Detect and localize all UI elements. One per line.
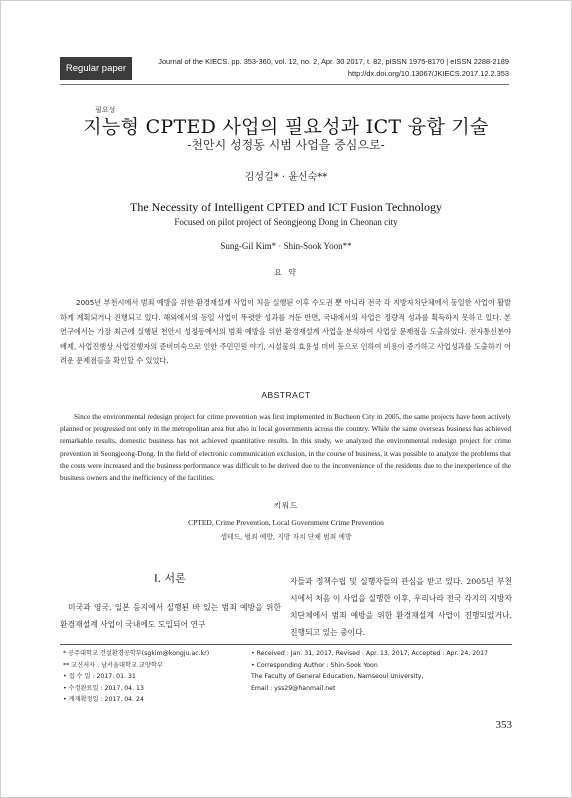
journal-citation: Journal of the KIECS. pp. 353-360, vol. 12, no. 2, Apr. 30 2017, t. 82, pISSN 1975-8170 | eISSN 2288-2189 (158, 57, 509, 66)
journal-info (139, 56, 509, 80)
keywords-english: CPTED, Crime Prevention, Local Government Crime Prevention (188, 518, 384, 527)
footnote-received: • 접 수 일 : 2017. 01. 31 (63, 673, 136, 681)
english-abstract (60, 411, 511, 484)
footnote-faculty-en: The Faculty of General Education, Namseoul University, (251, 673, 424, 681)
footnote-corresponding: ** 교신저자 : 남서울대학교 교양학부 (63, 661, 163, 669)
english-subtitle: Focused on pilot project of Seongjeong Dong in Cheonan city (174, 217, 398, 227)
footnote-email[interactable]: Email : yss29@hanmail.net (251, 684, 336, 692)
english-abstract-heading: ABSTRACT (261, 390, 311, 400)
korean-abstract-text: 2005년 부천시에서 범죄 예방을 위한 환경재설계 사업이 처음 실행된 이후 수도권 뿐 아니라 전국 각 지방자치단체에서 동일한 사업이 활발하게 계획되거나 진행되고 있다. 해외에서의 동일 사업이 뚜렷한 성과를 거둔 반면, 국내에서의 사업은 정량적 성과를 획득하지 못하고 있다. 본 연구에서는 가장 최근에 실행된 천안시 성정동에서의 범죄 예방을 위한 환경재설계 사업을 분석하여 사업상 문제점을 도출하였다. 전자통신분야 배제, 사업진행상 사업진행자의 준비미숙으로 인한 주민민원 야기, 시설물의 효용성 미비 등으로 인하여 비용이 증가하고 사업성과를 도출하기 어려운 문제점들을 확인할 수 있었다. (60, 298, 511, 365)
doi-link[interactable]: http://dx.doi.org/10.13067/JKIECS.2017.12.2.353 (347, 69, 509, 78)
footnote-affiliation: * 공주대학교 건설환경공학부(sgkim@kongju.ac.kr) (63, 650, 210, 657)
title-ruby: 필요성 (95, 106, 116, 114)
footnotes-left (63, 648, 263, 706)
page-number: 353 (495, 719, 512, 731)
keywords-heading: 키워드 (273, 501, 299, 510)
body-column-right (290, 573, 512, 641)
header-divider (60, 84, 509, 85)
section-heading-introduction: Ⅰ. 서론 (154, 572, 186, 585)
korean-abstract-heading: 요 약 (274, 268, 298, 277)
english-abstract-text: Since the environmental redesign project for crime prevention was first implemented in Bucheon City in 2005, the same projects have been actively planned or progressed not only in the metropolitan area but also in local governments across the country. While the same overseas business has achieved remarkable results, domestic business has not achieved quantitative results. In this study, we analyzed the environmental redesign project for crime prevention in Seongjeong-Dong. In the field of electronic communication exclusion, in the course of business, it was possible to analyze the problems that the costs were increased and the business performance was difficult to be derived due to the inconvenience of the residents due to the inexperience of the business owners and the inefficiency of the facilities. (60, 412, 511, 483)
korean-abstract (60, 296, 511, 369)
body-column-left (60, 599, 281, 633)
body-paragraph: 자들과 정책수립 및 실행자들의 관심을 받고 있다. 2005년 부천시에서 처음 이 사업을 실행한 이후, 우리나라 전국 각지의 지방자치단체에서 범죄 예방을 위한 환경재설계 사업이 진행되었거나, 진행되고 있는 중이다. (290, 577, 512, 637)
regular-paper-badge: Regular paper (60, 57, 132, 80)
korean-authors: 김성길* · 윤신숙** (244, 172, 328, 183)
footnote-accepted: • 게재확정일 : 2017. 04. 24 (63, 696, 144, 704)
footnote-revised: • 수정완료일 : 2017. 04. 13 (63, 684, 144, 692)
korean-subtitle: -천안시 성정동 시범 사업을 중심으로- (187, 138, 385, 152)
footnote-author-en: • Corresponding Author : Shin-Sook Yoon (251, 661, 378, 669)
body-paragraph: 미국과 영국, 일본 등지에서 실행된 바 있는 범죄 예방을 위한 환경재설계 사업이 국내에도 도입되어 연구 (60, 603, 281, 629)
footnote-dates-en: • Received : Jan. 31, 2017, Revised : Apr. 13, 2017, Accepted : Apr. 24, 2017 (251, 650, 488, 657)
keywords-korean: 셉테드, 범죄 예방, 지방 자치 단체 범죄 예방 (220, 533, 352, 541)
english-title: The Necessity of Intelligent CPTED and ICT Fusion Technology (129, 200, 442, 214)
footnotes-right (251, 648, 513, 694)
korean-title: 지능형 CPTED 사업의 필요성과 ICT 융합 기술 (83, 116, 489, 138)
english-authors: Sung-Gil Kim* · Shin-Sook Yoon** (220, 241, 352, 251)
footnote-divider (60, 644, 512, 645)
